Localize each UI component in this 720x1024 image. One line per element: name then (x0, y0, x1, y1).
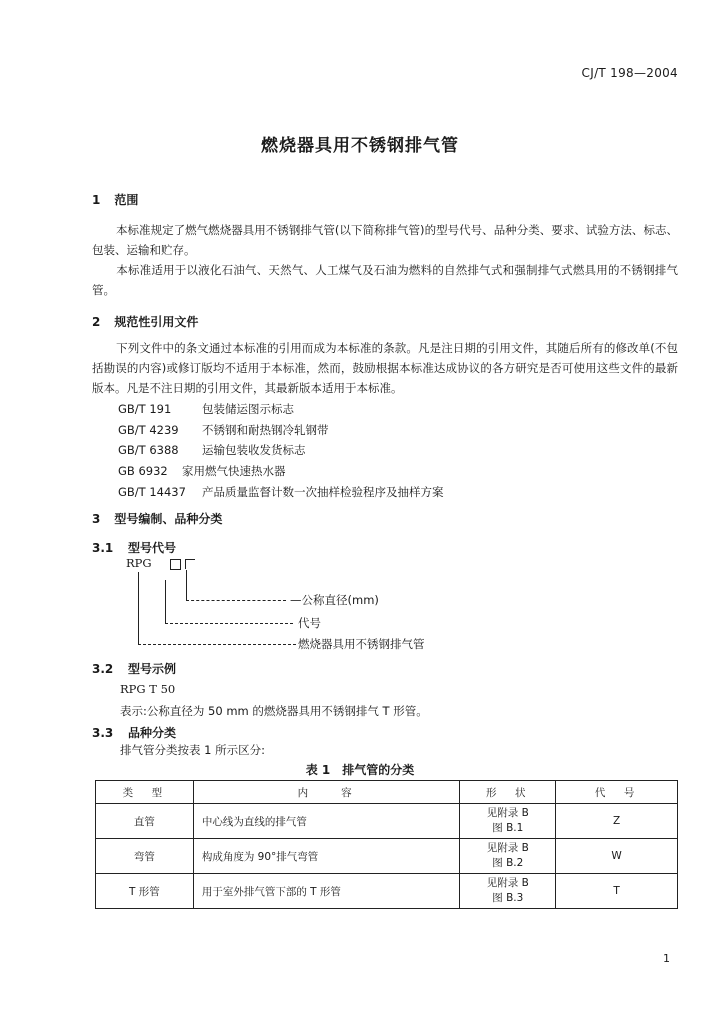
table-header-row (96, 781, 678, 804)
model-example-explanation: 表示:公称直径为 50 mm 的燃烧器具用不锈钢排气 T 形管。 (120, 704, 428, 718)
reference-code: GB 6932 (118, 464, 168, 479)
code-placeholder-box (170, 559, 181, 570)
standard-code: CJ/T 198—2004 (581, 66, 678, 80)
reference-title: 运输包装收发货标志 (202, 443, 306, 458)
column-header-code: 代 号 (556, 781, 678, 804)
reference-item (118, 461, 444, 482)
paragraph-text: 下列文件中的条文通过本标准的引用而成为本标准的条款。凡是注日期的引用文件，其随后所有的修改单(不包括勘误的内容)或修订版均不适用于本标准，然而，鼓励根据本标准达成协议的各方研究是否可使用这些文件的最新版本。凡是不注日期的引用文件，其最新版本适用于本标准。 (92, 341, 678, 395)
paragraph-text: 本标准规定了燃气燃烧器具用不锈钢排气管(以下简称排气管)的型号代号、品种分类、要求、试验方法、标志、包装、运输和贮存。 (92, 223, 678, 257)
page-number: 1 (663, 952, 670, 965)
section-title: 规范性引用文件 (114, 315, 199, 329)
shape-line-1: 见附录 B (486, 877, 529, 889)
document-title: 燃烧器具用不锈钢排气管 (261, 136, 459, 156)
subsection-number: 3.3 (92, 726, 114, 740)
column-header-content: 内 容 (193, 781, 460, 804)
table-row (96, 804, 678, 839)
leader-line-name (138, 644, 296, 645)
subsection-3-3-heading (92, 724, 176, 741)
classification-intro: 排气管分类按表 1 所示区分: (120, 743, 266, 757)
cell-code: T (556, 874, 678, 909)
table-row (96, 839, 678, 874)
subsection-3-1-heading (92, 539, 176, 556)
reference-title: 家用燃气快速热水器 (182, 464, 286, 479)
table-row (96, 874, 678, 909)
subsection-title: 品种分类 (128, 726, 177, 740)
reference-code: GB/T 14437 (118, 484, 186, 499)
table-caption: 表 1 排气管的分类 (305, 763, 415, 777)
section-number: 2 (92, 315, 101, 329)
name-label: 燃烧器具用不锈钢排气管 (298, 637, 425, 651)
section-title: 型号编制、品种分类 (114, 512, 223, 526)
reference-title: 产品质量监督计数一次抽样检验程序及抽样方案 (202, 484, 444, 499)
section-2-heading (92, 313, 198, 330)
model-prefix: RPG (126, 556, 152, 570)
leader-line-diameter (186, 600, 286, 601)
cell-content: 中心线为直线的排气管 (193, 804, 460, 839)
cell-type: 直管 (96, 804, 194, 839)
bracket-line-name (138, 572, 139, 644)
cell-content: 构成角度为 90°排气弯管 (193, 839, 460, 874)
cell-content: 用于室外排气管下部的 T 形管 (193, 874, 460, 909)
reference-item (118, 420, 444, 441)
paragraph-text: 本标准适用于以液化石油气、天然气、人工煤气及石油为燃料的自然排气式和强制排气式燃具用的不锈钢排气管。 (92, 263, 678, 297)
cell-shape (460, 804, 556, 839)
reference-item (118, 482, 444, 503)
column-header-type: 类 型 (96, 781, 194, 804)
cell-shape (460, 839, 556, 874)
reference-code: GB/T 4239 (118, 422, 179, 437)
reference-item (118, 440, 444, 461)
leader-line-code (165, 623, 293, 624)
section-1-paragraph-2 (92, 260, 678, 300)
section-number: 3 (92, 512, 101, 526)
bracket-line-code (165, 580, 166, 624)
column-header-shape: 形 状 (460, 781, 556, 804)
subsection-title: 型号代号 (128, 541, 177, 555)
subsection-number: 3.2 (92, 662, 114, 676)
section-1-paragraph-1 (92, 220, 678, 260)
shape-line-1: 见附录 B (486, 807, 529, 819)
diameter-placeholder-box (185, 559, 195, 569)
section-number: 1 (92, 193, 101, 207)
cell-type: T 形管 (96, 874, 194, 909)
shape-line-1: 见附录 B (486, 842, 529, 854)
section-1-heading (92, 191, 138, 208)
reference-item (118, 399, 444, 420)
code-label: 代号 (298, 616, 321, 630)
subsection-title: 型号示例 (128, 662, 177, 676)
model-example: RPG T 50 (120, 682, 176, 696)
bracket-line-diameter (186, 570, 187, 600)
reference-code: GB/T 191 (118, 402, 172, 416)
normative-references-list (118, 399, 444, 503)
diameter-label: —公称直径(mm) (290, 593, 379, 607)
reference-code: GB/T 6388 (118, 443, 179, 458)
section-3-heading (92, 510, 222, 527)
shape-line-2: 图 B.1 (492, 822, 524, 834)
classification-table (95, 780, 678, 909)
section-title: 范围 (114, 193, 139, 207)
cell-type: 弯管 (96, 839, 194, 874)
cell-shape (460, 874, 556, 909)
cell-code: Z (556, 804, 678, 839)
cell-code: W (556, 839, 678, 874)
subsection-3-2-heading (92, 660, 176, 677)
shape-line-2: 图 B.3 (492, 892, 524, 904)
reference-title: 包装储运图示标志 (202, 402, 294, 416)
subsection-number: 3.1 (92, 541, 114, 555)
section-2-paragraph (92, 338, 678, 398)
model-code-diagram (118, 556, 518, 656)
shape-line-2: 图 B.2 (492, 857, 524, 869)
reference-title: 不锈钢和耐热钢冷轧钢带 (202, 422, 329, 437)
